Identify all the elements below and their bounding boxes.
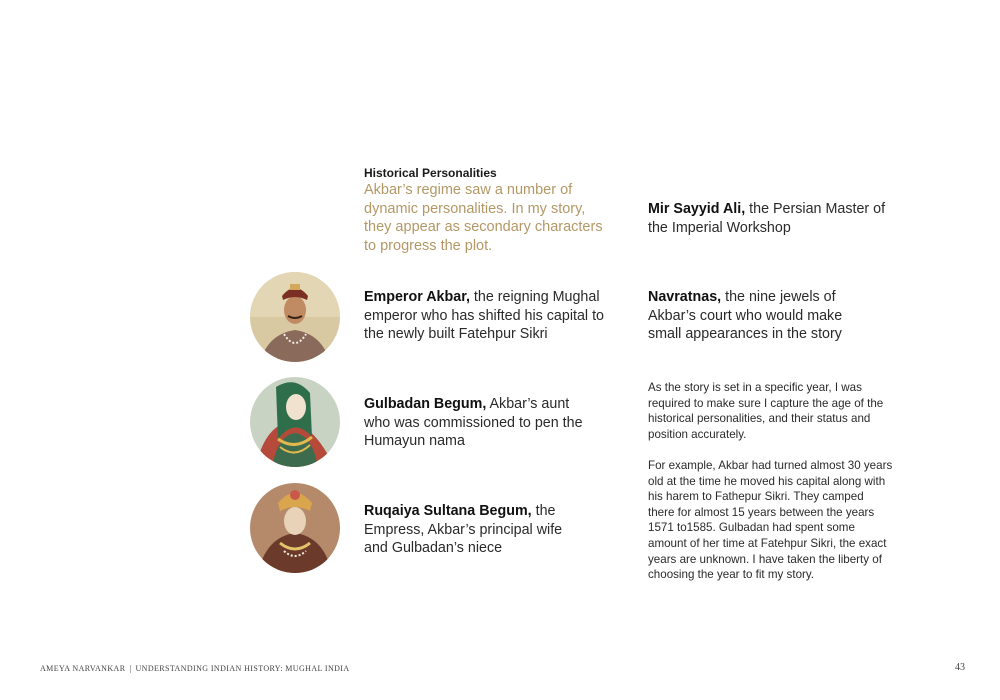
section-heading: Historical Personalities [364, 166, 497, 180]
personality-mir-sayyid-ali [648, 200, 888, 237]
personality-description: the reigning Mughal emperor who has shifted his capital to the newly built Fatehpur Sikri [364, 289, 604, 342]
personality-description: the nine jewels of Akbar’s court who would make small appearances in the story [648, 289, 843, 342]
footer-separator: | [129, 664, 132, 673]
personality-name: Gulbadan Begum, [364, 396, 487, 412]
footer-title: UNDERSTANDING INDIAN HISTORY: MUGHAL INDIA [135, 664, 350, 673]
personality-ruqaiya-sultana-begum [364, 502, 584, 558]
section-intro: Akbar’s regime saw a number of dynamic personalities. In my story, they appear as secondary characters to progress the plot. [364, 182, 603, 254]
personality-gulbadan-begum [364, 395, 594, 451]
footer-author: AMEYA NARVANKAR [40, 664, 126, 673]
personality-description: Akbar’s aunt who was commissioned to pen the Humayun nama [364, 396, 583, 449]
personality-name: Mir Sayyid Ali, [648, 201, 746, 217]
personality-name: Ruqaiya Sultana Begum, [364, 503, 532, 519]
personality-description: the Persian Master of the Imperial Workshop [648, 201, 886, 236]
note-paragraph: For example, Akbar had turned almost 30 years old at the time he moved his capital along with his harem to Fathepur Sikri. They camped there for almost 15 years between the years 1571 to1585. Gulbadan had spent some amount of her time at Fatehpur Sikri, the exact years are unknown. I have taken the liberty of choosing the year to fit my story. [648, 459, 893, 582]
personality-description: the Empress, Akbar’s principal wife and Gulbadan’s niece [364, 503, 563, 556]
personality-name: Emperor Akbar, [364, 289, 470, 305]
personality-navratnas [648, 288, 878, 344]
personality-name: Navratnas, [648, 289, 722, 305]
page-number: 43 [955, 662, 965, 673]
footer-running-title [40, 664, 350, 673]
personality-emperor-akbar [364, 288, 604, 344]
emperor-akbar-portrait-icon [250, 272, 340, 362]
note-paragraph: As the story is set in a specific year, I was required to make sure I capture the age of the historical personalities, and their status and position accurately. [648, 381, 884, 441]
ruqaiya-sultana-begum-portrait-icon [250, 483, 340, 573]
gulbadan-begum-portrait-icon [250, 377, 340, 467]
